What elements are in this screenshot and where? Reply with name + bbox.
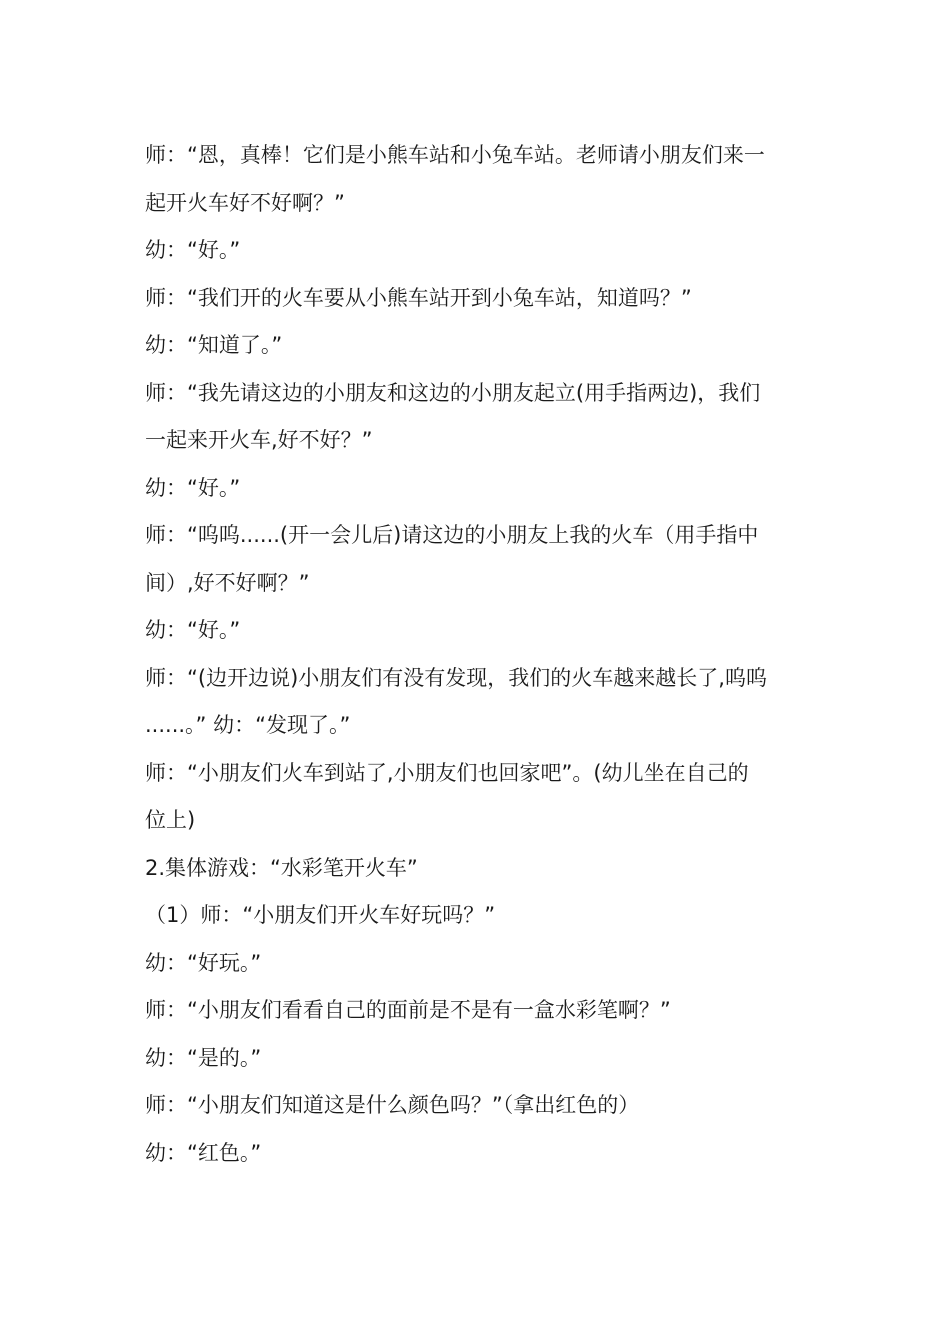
text-line-9: 师：“呜呜......(开一会儿后)请这边的小朋友上我的火车（用手指中: [145, 523, 759, 547]
text-line-3: 幼：“好。”: [145, 238, 241, 262]
text-line-20: 幼：“是的。”: [145, 1045, 262, 1070]
text-line-22: 幼：“红色。”: [145, 1140, 262, 1165]
text-line-6: 师：“我先请这边的小朋友和这边的小朋友起立(用手指两边)，我们: [145, 380, 761, 405]
text-line-19: 师：“小朋友们看看自己的面前是不是有一盒水彩笔啊？”: [145, 998, 671, 1022]
text-line-18: 幼：“好玩。”: [145, 950, 262, 975]
text-line-7: 一起来开火车,好不好？”: [145, 428, 373, 452]
text-line-15: 位上): [145, 808, 196, 832]
text-line-11: 幼：“好。”: [145, 618, 241, 642]
section-heading: 2.集体游戏：“水彩笔开火车”: [145, 855, 418, 880]
text-line-14: 师：“小朋友们火车到站了,小朋友们也回家吧”。(幼儿坐在自己的: [145, 760, 749, 785]
text-line-21: 师：“小朋友们知道这是什么颜色吗？”（拿出红色的）: [145, 1093, 640, 1117]
text-line-8: 幼：“好。”: [145, 475, 241, 500]
text-line-12: 师：“(边开边说)小朋友们有没有发现，我们的火车越来越长了,呜呜: [145, 665, 767, 690]
text-line-13: ......。” 幼：“发现了。”: [145, 713, 351, 737]
text-line-1: 师：“恩，真棒！它们是小熊车站和小兔车站。老师请小朋友们来一: [145, 143, 765, 167]
text-line-10: 间）,好不好啊？”: [145, 570, 310, 595]
text-line-4: 师：“我们开的火车要从小熊车站开到小兔车站，知道吗？”: [145, 285, 692, 310]
document-body: [145, 132, 810, 1177]
text-line-5: 幼：“知道了。”: [145, 333, 283, 357]
text-line-2: 起开火车好不好啊？”: [145, 190, 345, 215]
text-line-17: （1）师：“小朋友们开火车好玩吗？”: [145, 903, 496, 927]
